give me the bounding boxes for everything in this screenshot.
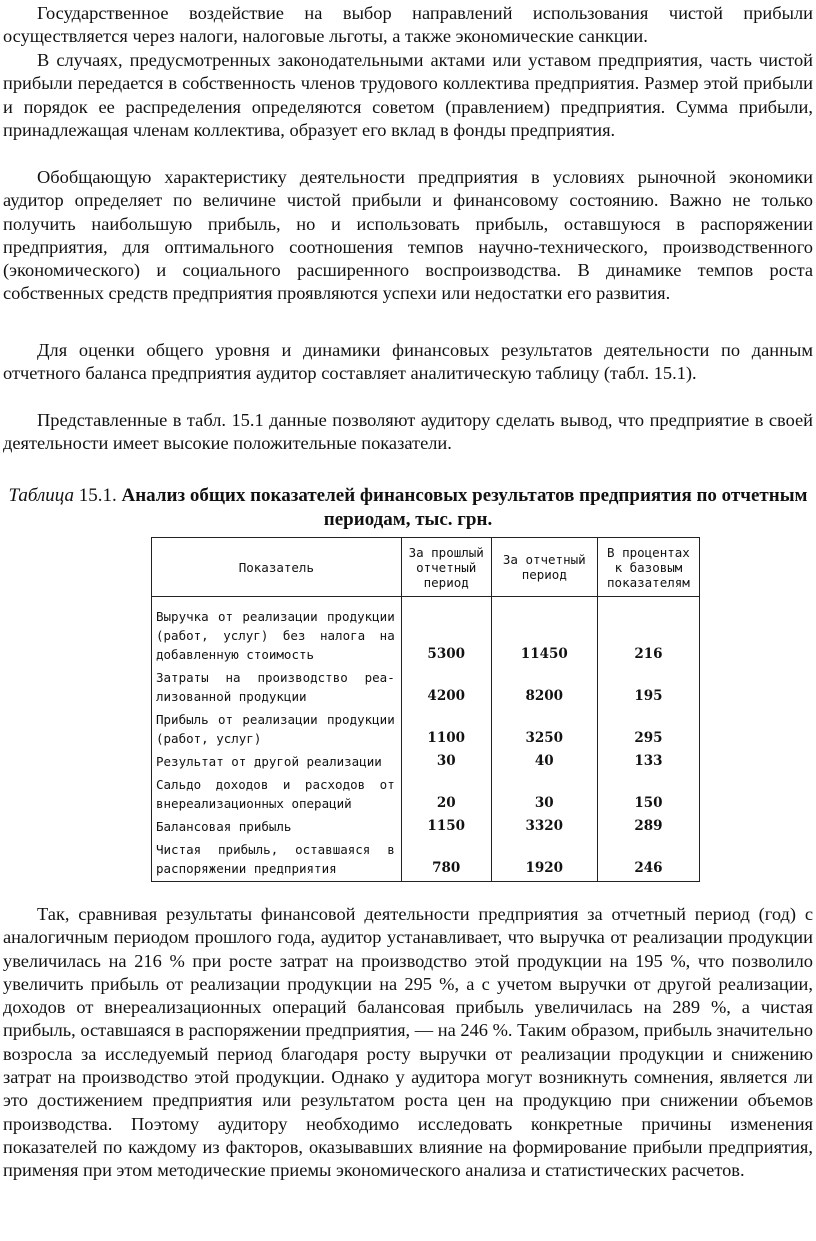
row-name: Чистая прибыль, оставшаяся в распоряжении предприятия bbox=[152, 840, 402, 882]
paragraph-profit-distribution: В случаях, предусмотренных законодательными актами или уставом предприятия, часть чистой прибыли передается в собственность членов трудового коллектива предприятия. Размер этой прибыли и порядок ее распределения определяются советом (правлением) предприятия. Сумма прибыли, принадлежащая членам коллектива, образует его вклад в фонды предприятия. bbox=[3, 50, 813, 140]
table-header-row bbox=[152, 538, 700, 597]
header-previous-period: За прошлый отчетный период bbox=[401, 538, 491, 597]
table-caption-number: 15.1. bbox=[78, 485, 117, 506]
paragraph-state-influence: Государственное воздействие на выбор направлений использования чистой прибыли осуществляется через налоги, налоговые льготы, а также экономические санкции. bbox=[3, 3, 813, 47]
table-row bbox=[152, 668, 700, 710]
header-current-period: За отчетный период bbox=[491, 538, 597, 597]
row-percent: 216 bbox=[597, 597, 699, 669]
paragraph-conclusion: Представленные в табл. 15.1 данные позволяют аудитору сделать вывод, что предприятие в своей деятельности имеет высокие положительные показатели. bbox=[3, 410, 813, 454]
table-row bbox=[152, 817, 700, 840]
table-row bbox=[152, 752, 700, 775]
row-previous: 1100 bbox=[401, 710, 491, 752]
table-row bbox=[152, 597, 700, 669]
header-indicator: Показатель bbox=[152, 538, 402, 597]
row-name: Прибыль от реализации продукции (работ, услуг) bbox=[152, 710, 402, 752]
row-current: 3320 bbox=[491, 817, 597, 840]
row-previous: 5300 bbox=[401, 597, 491, 669]
row-previous: 4200 bbox=[401, 668, 491, 710]
row-current: 30 bbox=[491, 775, 597, 817]
row-name: Затраты на производство реализованной продукции bbox=[152, 668, 402, 710]
row-current: 8200 bbox=[491, 668, 597, 710]
financial-results-table bbox=[151, 537, 700, 882]
row-current: 40 bbox=[491, 752, 597, 775]
row-percent: 289 bbox=[597, 817, 699, 840]
table-row bbox=[152, 840, 700, 882]
row-current: 3250 bbox=[491, 710, 597, 752]
row-current: 1920 bbox=[491, 840, 597, 882]
row-previous: 1150 bbox=[401, 817, 491, 840]
table-row bbox=[152, 775, 700, 817]
paragraph-analysis-table-intro: Для оценки общего уровня и динамики финансовых результатов деятельности по данным отчетного баланса предприятия аудитор составляет аналитическую таблицу (табл. 15.1). bbox=[3, 340, 813, 384]
table-caption bbox=[0, 484, 816, 532]
row-percent: 195 bbox=[597, 668, 699, 710]
row-previous: 30 bbox=[401, 752, 491, 775]
row-percent: 295 bbox=[597, 710, 699, 752]
table-caption-label: Таблица bbox=[8, 485, 75, 506]
row-previous: 780 bbox=[401, 840, 491, 882]
table-caption-title: Анализ общих показателей финансовых результатов предприятия по отчетным периодам, тыс. грн. bbox=[121, 485, 808, 530]
paragraph-comparison-analysis: Так, сравнивая результаты финансовой деятельности предприятия за отчетный период (год) с аналогичным периодом прошлого года, аудитор устанавливает, что выручка от реализации продукции увеличилась на 216 % при росте затрат на производство этой продукции на 195 %, что позволило увеличить прибыль от реализации продукции на 295 %, а с учетом выручки от другой реализации, доходов от внереализационных операций балансовая прибыль увеличилась на 289 %, а чистая прибыль, оставшаяся в распоряжении предприятия, — на 246 %. Таким образом, прибыль значительно возросла за исследуемый период благодаря росту выручки от реализации продукции и снижению затрат на производство этой продукции. Однако у аудитора могут возникнуть сомнения, является ли это достижением предприятия или результатом роста цен на продукцию при снижении объемов производства. Поэтому аудитору необходимо исследовать конкретные причины изменения показателей по каждому из факторов, оказывавших влияние на формирование прибыли предприятия, применяя при этом методические приемы экономического анализа и статистических расчетов. bbox=[3, 904, 813, 1181]
row-percent: 150 bbox=[597, 775, 699, 817]
row-name: Балансовая прибыль bbox=[152, 817, 402, 840]
header-percent: В процентах к базовым показателям bbox=[597, 538, 699, 597]
row-percent: 246 bbox=[597, 840, 699, 882]
row-name: Сальдо доходов и расходов от внереализационных операций bbox=[152, 775, 402, 817]
paragraph-general-characteristic: Обобщающую характеристику деятельности предприятия в условиях рыночной экономики аудитор определяет по величине чистой прибыли и финансовому состоянию. Важно не только получить наибольшую прибыль, но и использовать прибыль, оставшуюся в распоряжении предприятия, для оптимального соотношения темпов научно-технического, производственного (экономического) и социального расширенного воспроизводства. В динамике темпов роста собственных средств предприятия проявляются успехи или недостатки его развития. bbox=[3, 167, 813, 304]
row-name: Результат от другой реализации bbox=[152, 752, 402, 775]
row-name: Выручка от реализации продукции (работ, услуг) без налога на добавленную стоимость bbox=[152, 597, 402, 669]
row-previous: 20 bbox=[401, 775, 491, 817]
row-current: 11450 bbox=[491, 597, 597, 669]
row-percent: 133 bbox=[597, 752, 699, 775]
table-row bbox=[152, 710, 700, 752]
